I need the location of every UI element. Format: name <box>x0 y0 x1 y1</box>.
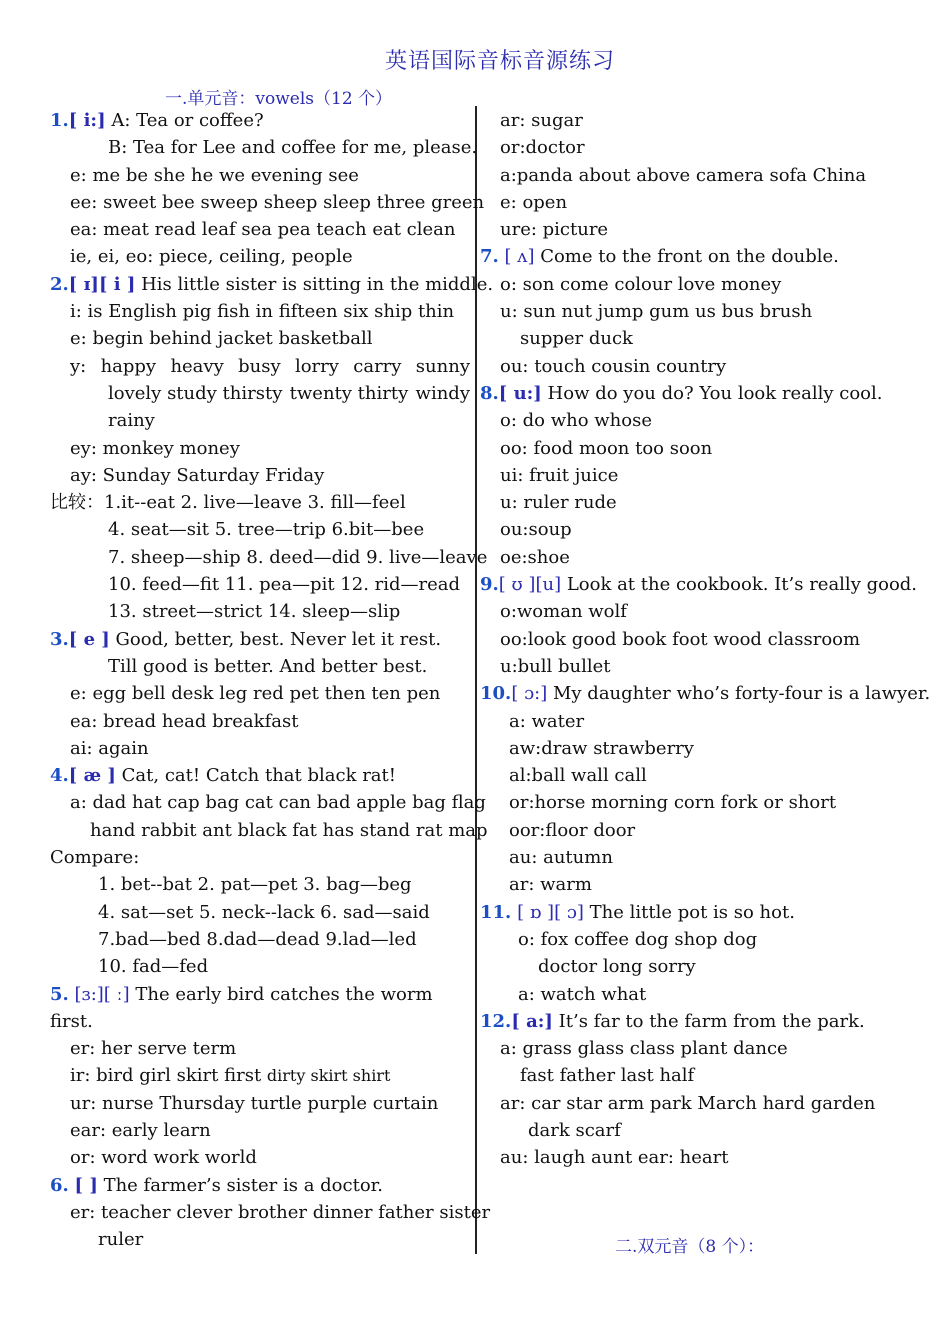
spelling-line: ey: monkey money <box>70 437 240 459</box>
compare-line: 1. bet--bat 2. pat—pet 3. bag—beg <box>98 874 412 896</box>
spelling-line: a:panda about above camera sofa China <box>500 164 867 186</box>
spelling-line: ui: fruit juice <box>500 464 619 486</box>
example-line: first. <box>50 1010 93 1032</box>
section-heading-diphthongs: 二.双元音（8 个）： <box>615 1237 765 1257</box>
spelling-line: ar: sugar <box>500 110 583 131</box>
spelling-line: ea: meat read leaf sea pea teach eat clean <box>70 219 456 241</box>
spelling-line: or:horse morning corn fork or short <box>509 792 837 814</box>
example-line: B: Tea for Lee and coffee for me, please. <box>108 137 478 159</box>
spelling-line: ou:soup <box>500 519 572 541</box>
section-10-heading: 10.[ ɔ:] My daughter who’s forty-four is a lawyer. <box>480 683 931 705</box>
spelling-line: o: fox coffee dog shop dog <box>518 928 758 950</box>
section-11-heading: 11. [ ɒ ][ ɔ] The little pot is so hot. <box>480 901 795 923</box>
spelling-line: au: laugh aunt ear: heart <box>500 1147 729 1169</box>
spelling-line: hand rabbit ant black fat has stand rat map <box>90 819 488 841</box>
spelling-line: oe:shoe <box>500 546 570 568</box>
compare-line: 比较：1.it--eat 2. live—leave 3. fill—feel <box>50 492 406 514</box>
left-column <box>50 107 494 1253</box>
spelling-line: or:doctor <box>500 137 585 159</box>
spelling-line-y-cont: lovely study thirsty twenty thirty windy <box>108 382 470 404</box>
page-title: 英语国际音标音源练习 <box>384 49 615 74</box>
section-4-heading: 4.[ æ ] Cat, cat! Catch that black rat! <box>50 765 396 787</box>
spelling-line: aw:draw strawberry <box>509 737 694 759</box>
spelling-line: ou: touch cousin country <box>500 355 727 377</box>
compare-line: 10. fad—fed <box>98 956 209 978</box>
spelling-line: oo:look good book foot wood classroom <box>500 628 861 650</box>
spelling-line: ea: bread head breakfast <box>70 710 299 732</box>
spelling-line: e: egg bell desk leg red pet then ten pen <box>70 683 441 705</box>
spelling-line: fast father last half <box>520 1065 695 1087</box>
example-line: Till good is better. And better best. <box>108 655 428 677</box>
spelling-line: u: ruler rude <box>500 492 617 514</box>
section-12-heading: 12.[ a:] It’s far to the farm from the park. <box>480 1010 865 1032</box>
spelling-line: i: is English pig fish in fifteen six ship thin <box>70 301 455 323</box>
spelling-line: ur: nurse Thursday turtle purple curtain <box>70 1092 439 1114</box>
spelling-line: ie, ei, eo: piece, ceiling, people <box>70 246 353 268</box>
spelling-line: ar: car star arm park March hard garden <box>500 1092 876 1114</box>
spelling-line: oo: food moon too soon <box>500 437 713 459</box>
spelling-line: oor:floor door <box>509 819 636 841</box>
spelling-line: u: sun nut jump gum us bus brush <box>500 301 813 323</box>
spelling-line: a: dad hat cap bag cat can bad apple bag flag <box>70 792 486 814</box>
spelling-line: a: grass glass class plant dance <box>500 1038 788 1060</box>
spelling-line: ar: warm <box>509 874 592 896</box>
section-1-heading: 1.[ i:] A: Tea or coffee? <box>50 110 264 131</box>
compare-label: Compare: <box>50 847 140 869</box>
spelling-line: rainy <box>108 410 155 432</box>
spelling-line: supper duck <box>520 328 633 350</box>
section-2-heading: 2.[ ɪ][ i ] His little sister is sitting in the middle. <box>50 273 494 295</box>
spelling-line: u:bull bullet <box>500 655 611 677</box>
spelling-line: dark scarf <box>528 1119 621 1141</box>
spelling-line: e: open <box>500 191 568 213</box>
section-3-heading: 3.[ e ] Good, better, best. Never let it rest. <box>50 628 442 650</box>
spelling-line: ruler <box>98 1229 144 1251</box>
spelling-line: a: water <box>509 710 585 732</box>
spelling-line: ai: again <box>70 737 149 759</box>
spelling-line: ear: early learn <box>70 1119 211 1141</box>
spelling-line: ay: Sunday Saturday Friday <box>70 464 325 486</box>
compare-line: 10. feed—fit 11. pea—pit 12. rid—read <box>108 574 461 596</box>
spelling-line: doctor long sorry <box>538 956 696 978</box>
spelling-line: a: watch what <box>518 983 647 1005</box>
spelling-line: er: her serve term <box>70 1038 237 1060</box>
spelling-line: ure: picture <box>500 219 609 241</box>
spelling-line: er: teacher clever brother dinner father sister <box>70 1201 491 1223</box>
compare-line: 7.bad—bed 8.dad—dead 9.lad—led <box>98 928 417 950</box>
section-5-heading: 5. [ɜ:][ ː] The early bird catches the worm <box>50 983 433 1005</box>
spelling-line: o: do who whose <box>500 410 652 432</box>
spelling-line: e: me be she he we evening see <box>70 164 359 186</box>
compare-line: 4. seat—sit 5. tree—trip 6.bit—bee <box>108 519 425 541</box>
spelling-line: au: autumn <box>509 847 613 869</box>
spelling-line: al:ball wall call <box>509 765 647 787</box>
compare-line: 13. street—strict 14. sleep—slip <box>108 601 401 623</box>
spelling-line: or: word work world <box>70 1147 257 1169</box>
spelling-line: o:woman wolf <box>500 601 627 623</box>
spelling-line: ee: sweet bee sweep sheep sleep three green <box>70 191 485 213</box>
spelling-line: o: son come colour love money <box>500 273 782 295</box>
section-6-heading: 6. [ ] The farmer’s sister is a doctor. <box>50 1174 384 1196</box>
section-heading-monophthongs: 一.单元音：vowels（12 个） <box>165 89 393 109</box>
spelling-line: ir: bird girl skirt first dirty skirt shirt <box>70 1065 391 1087</box>
section-7-heading: 7. [ ʌ] Come to the front on the double. <box>480 246 839 268</box>
spelling-line: e: begin behind jacket basketball <box>70 328 373 350</box>
section-8-heading: 8.[ u:] How do you do? You look really cool. <box>480 382 883 404</box>
section-9-heading: 9.[ ʊ ][u] Look at the cookbook. It’s really good. <box>480 574 918 596</box>
right-column <box>480 107 931 1172</box>
spelling-line-y: y: happy heavy busy lorry carry sunny <box>70 355 470 377</box>
compare-line: 4. sat—set 5. neck--lack 6. sad—said <box>98 901 430 923</box>
compare-line: 7. sheep—ship 8. deed—did 9. live—leave <box>108 546 488 568</box>
